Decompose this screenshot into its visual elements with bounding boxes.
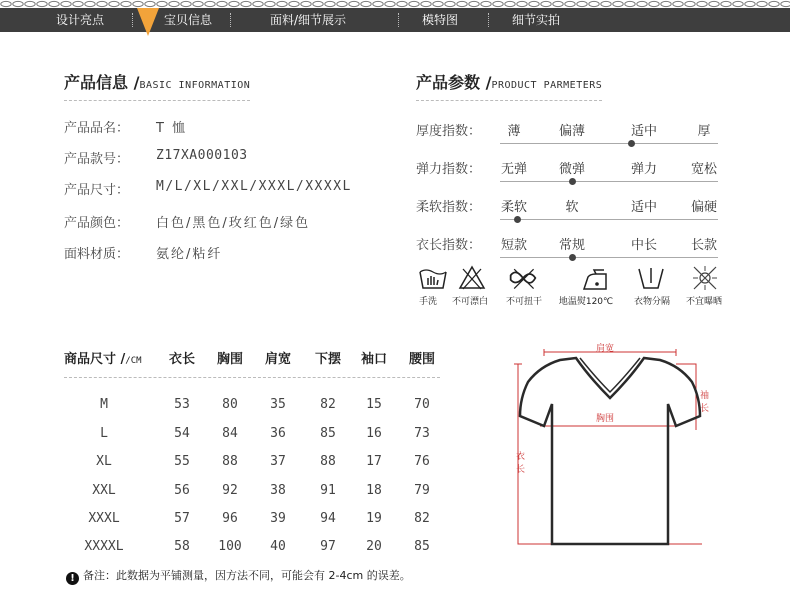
param-level-marker — [628, 140, 635, 147]
param-label: 弹力指数： — [416, 162, 482, 177]
param-label: 柔软指数： — [416, 200, 482, 215]
care-label: 不可漂白 — [451, 297, 488, 307]
info-row: 产品颜色： 白色/黑色/玫红色/绿色 — [64, 216, 311, 231]
warning-icon: ! — [66, 572, 79, 585]
size-cell: 54 — [174, 426, 190, 441]
param-option: 中长 — [630, 238, 657, 253]
size-cell: 58 — [174, 539, 190, 554]
size-cell: 85 — [414, 539, 430, 554]
param-label: 衣长指数： — [416, 238, 482, 253]
param-option: 无弹 — [500, 162, 527, 177]
param-option: 常规 — [558, 238, 585, 253]
param-option: 软 — [565, 200, 579, 215]
param-track — [500, 181, 718, 182]
size-cell: 88 — [222, 454, 238, 469]
size-cell: 79 — [414, 483, 430, 498]
nav-separator — [132, 13, 133, 27]
no-wring-icon — [508, 263, 538, 293]
size-cell: 20 — [366, 539, 382, 554]
product-params-title: 产品参数 /PRODUCT PARMETERS — [416, 73, 603, 92]
size-cell: 38 — [270, 483, 286, 498]
param-level-marker — [569, 178, 576, 185]
nav-separator — [398, 13, 399, 27]
param-option: 适中 — [630, 200, 657, 215]
size-label: XXXL — [88, 511, 120, 526]
divider — [416, 100, 602, 101]
length-label-2: 长 — [516, 465, 526, 475]
size-column-header: 肩宽 — [264, 352, 291, 367]
size-cell: 17 — [366, 454, 382, 469]
nav-item-product-info[interactable]: 宝贝信息 — [164, 13, 213, 27]
shoulder-label: 肩宽 — [596, 344, 615, 354]
param-option: 微弹 — [558, 162, 585, 177]
size-cell: 88 — [320, 454, 336, 469]
sleeve-label-1: 袖 — [700, 391, 710, 401]
length-label-1: 衣 — [516, 452, 526, 462]
wash-separately-icon — [636, 263, 666, 293]
size-table-title: 商品尺寸 //CM — [64, 352, 142, 367]
nav-separator — [230, 13, 231, 27]
info-row: 面料材质： 氨纶/粘纤 — [64, 247, 223, 262]
size-column-header: 腰围 — [408, 352, 435, 367]
size-cell: 76 — [414, 454, 430, 469]
size-column-header: 胸围 — [216, 352, 243, 367]
product-info-title: 产品信息 /BASIC INFORMATION — [64, 73, 251, 92]
size-cell: 55 — [174, 454, 190, 469]
size-label: M — [100, 397, 108, 412]
size-cell: 85 — [320, 426, 336, 441]
param-option: 柔软 — [500, 200, 527, 215]
low-iron-icon — [580, 265, 610, 295]
param-level-marker — [514, 216, 521, 223]
nav-item-fabric-detail[interactable]: 面料/细节展示 — [270, 13, 347, 27]
size-cell: 16 — [366, 426, 382, 441]
size-cell: 96 — [222, 511, 238, 526]
param-option: 宽松 — [690, 162, 717, 177]
param-level-marker — [569, 254, 576, 261]
size-column-header: 袖口 — [360, 352, 387, 367]
tshirt-measure-diagram — [500, 336, 730, 552]
measurement-note — [66, 567, 411, 585]
no-bleach-icon — [457, 263, 487, 293]
size-cell: 40 — [270, 539, 286, 554]
size-cell: 35 — [270, 397, 286, 412]
top-chain-border — [0, 0, 790, 8]
info-row: 产品款号： Z17XA000103 — [64, 148, 248, 167]
chest-label: 胸围 — [596, 414, 615, 424]
nav-bar — [0, 8, 790, 32]
size-cell: 56 — [174, 483, 190, 498]
size-label: XL — [96, 454, 112, 469]
param-option: 薄 — [507, 124, 521, 139]
size-cell: 92 — [222, 483, 238, 498]
size-cell: 82 — [320, 397, 336, 412]
size-cell: 53 — [174, 397, 190, 412]
size-label: XXXXL — [84, 539, 124, 554]
nav-separator — [488, 13, 489, 27]
hand-wash-icon — [418, 263, 448, 293]
size-cell: 57 — [174, 511, 190, 526]
param-option: 短款 — [500, 238, 527, 253]
param-track — [500, 219, 718, 220]
size-cell: 84 — [222, 426, 238, 441]
info-row: 产品品名： T 恤 — [64, 121, 188, 136]
size-label: XXL — [92, 483, 116, 498]
size-label: L — [100, 426, 108, 441]
sleeve-label-2: 长 — [700, 404, 710, 414]
size-cell: 100 — [218, 539, 242, 554]
param-track — [500, 143, 718, 144]
param-track — [500, 257, 718, 258]
nav-item-detail-photos[interactable]: 细节实拍 — [512, 13, 561, 27]
nav-item-design[interactable]: 设计亮点 — [56, 13, 105, 27]
size-cell: 97 — [320, 539, 336, 554]
size-cell: 37 — [270, 454, 286, 469]
size-cell: 94 — [320, 511, 336, 526]
nav-item-model[interactable]: 模特图 — [422, 13, 459, 27]
divider — [64, 100, 250, 101]
size-cell: 36 — [270, 426, 286, 441]
param-option: 弹力 — [630, 162, 657, 177]
size-cell: 80 — [222, 397, 238, 412]
care-label: 地温熨120℃ — [558, 297, 614, 307]
note-text: 备注：此数据为平铺测量，因方法不同，可能会有 2-4cm 的误差。 — [83, 569, 411, 582]
size-cell: 15 — [366, 397, 382, 412]
size-cell: 73 — [414, 426, 430, 441]
no-sun-icon — [690, 263, 720, 293]
care-label: 衣物分隔 — [633, 297, 670, 307]
param-option: 厚 — [697, 124, 711, 139]
param-label: 厚度指数： — [416, 124, 482, 139]
size-cell: 19 — [366, 511, 382, 526]
divider — [64, 377, 440, 378]
param-option: 长款 — [690, 238, 717, 253]
size-column-header: 下摆 — [314, 352, 341, 367]
size-cell: 18 — [366, 483, 382, 498]
size-cell: 70 — [414, 397, 430, 412]
care-label: 不宜曝晒 — [685, 297, 722, 307]
care-label: 手洗 — [418, 297, 437, 307]
info-row: 产品尺寸： M/L/XL/XXL/XXXL/XXXXL — [64, 179, 352, 198]
active-nav-arrow-icon — [137, 8, 159, 36]
care-label: 不可扭干 — [505, 297, 542, 307]
size-cell: 91 — [320, 483, 336, 498]
param-option: 偏薄 — [558, 124, 585, 139]
size-column-header: 衣长 — [168, 352, 195, 367]
size-cell: 39 — [270, 511, 286, 526]
size-cell: 82 — [414, 511, 430, 526]
param-option: 适中 — [630, 124, 657, 139]
param-option: 偏硬 — [690, 200, 717, 215]
